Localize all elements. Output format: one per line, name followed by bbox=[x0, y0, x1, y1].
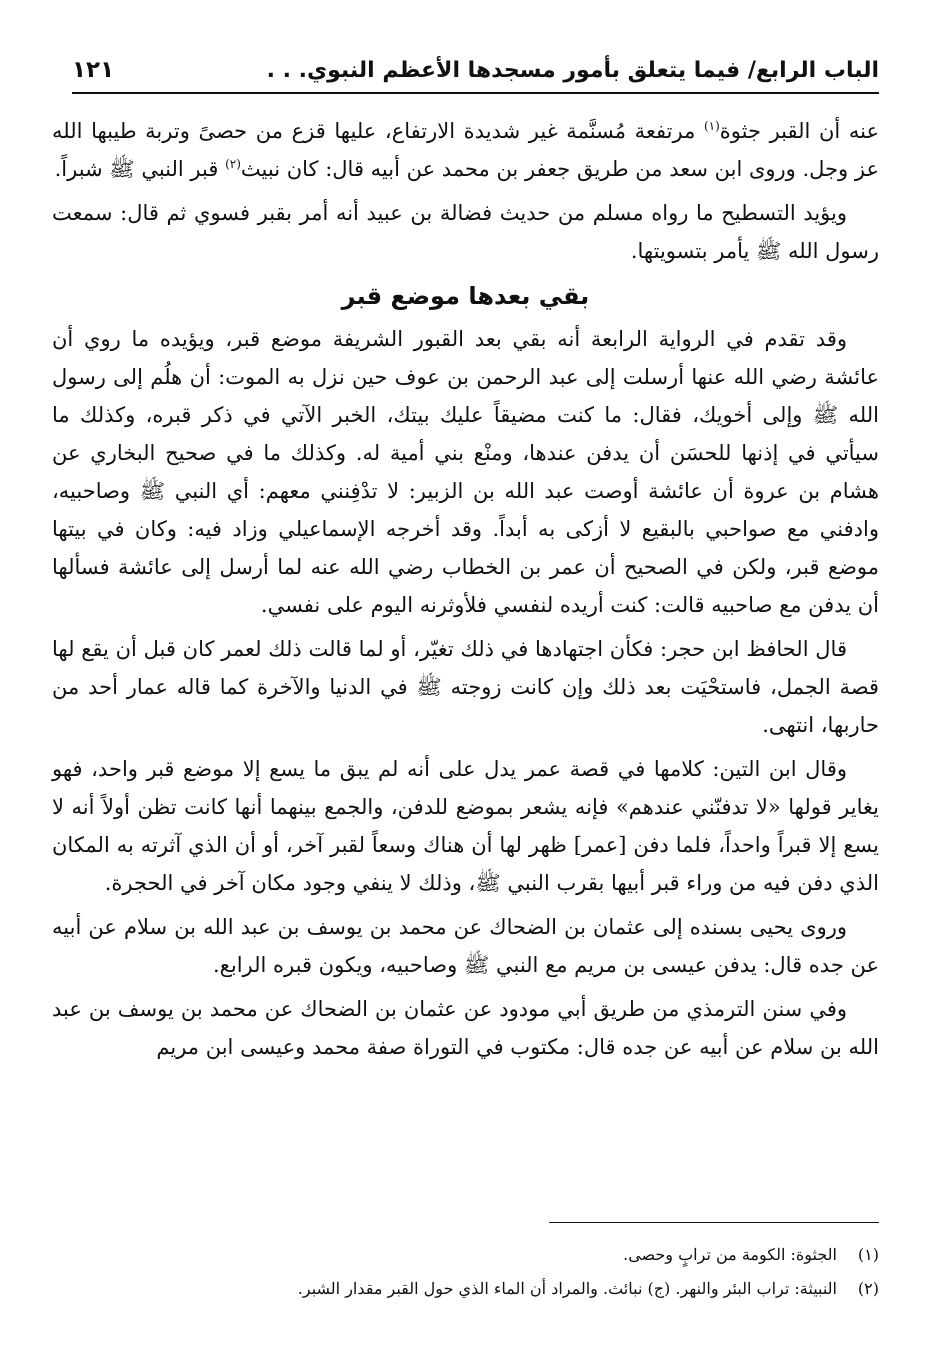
footnote-number: (١) bbox=[857, 1245, 879, 1264]
chapter-title: الباب الرابع/ فيما يتعلق بأمور مسجدها الأعظم النبوي. . . bbox=[266, 57, 879, 83]
footnotes bbox=[52, 1238, 879, 1306]
footnote-ref[interactable]: (١) bbox=[703, 119, 720, 133]
footnote-ref[interactable]: (٢) bbox=[225, 157, 241, 171]
footnote bbox=[52, 1238, 879, 1272]
footnote bbox=[52, 1272, 879, 1306]
footnote-divider bbox=[549, 1222, 879, 1223]
body-text bbox=[52, 112, 879, 1072]
paragraph: عنه أن القبر جثوة$^{(١)}$ مرتفعة مُسنَّمة غير شديدة الارتفاع، عليها قزع من حصىً وتربة طيبها الله عز وجل. وروى ابن سعد من طريق جعفر بن محمد عن أبيه قال: كان نبيث$^{(٢)}$ قبر النبي ﷺ شبراً. bbox=[52, 119, 879, 181]
paragraph: وقد تقدم في الرواية الرابعة أنه بقي بعد القبور الشريفة موضع قبر، ويؤيده ما روي أن عائشة رضي الله عنها أرسلت إلى عبد الرحمن بن عوف حين نزل به الموت: أن هلُم إلى رسول الله ﷺ وإلى أخويك، فقال: ما كنت مضيقاً عليك بيتك، الخبر الآتي في ذكر قبره، وكذلك ما سيأتي في إذنها للحسَن أن يدفن عندها، ومنْع بني أمية له. وكذلك ما في صحيح البخاري عن هشام بن عروة أن عائشة أوصت عبد الله بن الزبير: لا تدْفِنني معهم: أي النبي ﷺ وصاحبيه، وادفني مع صواحبي بالبقيع لا أزكى به أبداً. وقد أخرجه الإسماعيلي وزاد فيه: وكان في بيتها موضع قبر، ولكن في الصحيح أن عمر بن الخطاب رضي الله عنه لما أرسل إلى عائشة فسألها أن يدفن مع صاحبيه قالت: كنت أريده لنفسي فلأوثرنه اليوم على نفسي. bbox=[52, 327, 879, 617]
footnote-text: الجثوة: الكومة من ترابٍ وحصى. bbox=[623, 1245, 837, 1264]
paragraph: وقال ابن التين: كلامها في قصة عمر يدل على أنه لم يبق ما يسع إلا موضع قبر واحد، فهو يغاير قولها «لا تدفنّني عندهم» فإنه يشعر بموضع للدفن، والجمع بينهما أنها كانت تظن أولاً أنه لا يسع إلا قبراً واحداً، فلما دفن [عمر] ظهر لها أن هناك وسعاً لقبر آخر، أو أن الذي آثرته به المكان الذي دفن فيه من وراء قبر أبيها بقرب النبي ﷺ، وذلك لا ينفي وجود مكان آخر في الحجرة. bbox=[52, 757, 879, 895]
running-header bbox=[72, 48, 879, 94]
section-heading: بقي بعدها موضع قبر bbox=[341, 282, 590, 310]
footnote-text: النبيثة: تراب البئر والنهر. (ج) نبائث. والمراد أن الماء الذي حول القبر مقدار الشبر. bbox=[297, 1279, 837, 1298]
paragraph: ويؤيد التسطيح ما رواه مسلم من حديث فضالة بن عبيد أنه أمر بقبر فسوي ثم قال: سمعت رسول الله ﷺ يأمر بتسويتها. bbox=[52, 201, 879, 263]
page-number: ١٢١ bbox=[72, 57, 115, 83]
paragraph: قال الحافظ ابن حجر: فكأن اجتهادها في ذلك تغيّر، أو لما قالت ذلك لعمر كان قبل أن يقع لها قصة الجمل، فاستحْيَت بعد ذلك وإن كانت زوجته ﷺ في الدنيا والآخرة كما قاله عمار أحد من حاربها، انتهى. bbox=[52, 637, 879, 737]
paragraph: وروى يحيى بسنده إلى عثمان بن الضحاك عن محمد بن يوسف بن عبد الله بن سلام عن أبيه عن جده قال: يدفن عيسى بن مريم مع النبي ﷺ وصاحبيه، ويكون قبره الرابع. bbox=[52, 915, 879, 977]
footnote-number: (٢) bbox=[857, 1279, 879, 1298]
paragraph: وفي سنن الترمذي من طريق أبي مودود عن عثمان بن الضحاك عن محمد بن يوسف بن عبد الله بن سلام عن أبيه عن جده قال: مكتوب في التوراة صفة محمد وعيسى ابن مريم bbox=[52, 997, 879, 1059]
